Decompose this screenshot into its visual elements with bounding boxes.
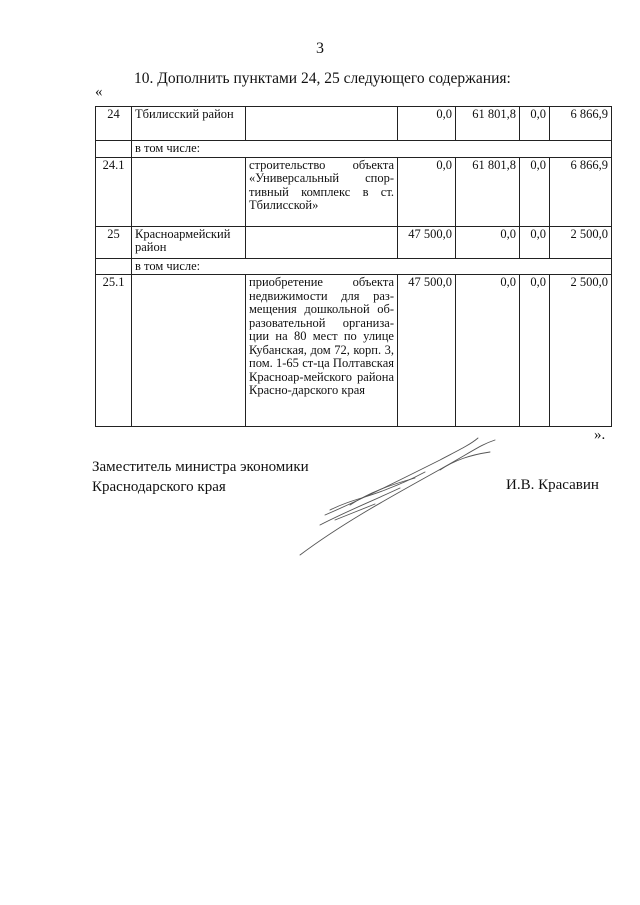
value-cell: 0,0 xyxy=(520,157,550,226)
value-cell: 0,0 xyxy=(398,107,456,141)
value-cell: 0,0 xyxy=(398,157,456,226)
object-description: приобретение объекта недвижимости для раз-мещения дошкольной об-разовательной организа-ции на 80 мест по улице Кубанская, дом 72, корп. 3, пом. 1-65 ст-ца Полтавская Красноар-мейского района Красно-дарского края xyxy=(246,275,398,427)
page-number: 3 xyxy=(316,40,324,57)
value-cell: 0,0 xyxy=(520,226,550,258)
value-cell: 6 866,9 xyxy=(550,107,612,141)
subtotal-label: в том числе: xyxy=(132,258,612,275)
amendments-table xyxy=(95,106,612,427)
value-cell: 0,0 xyxy=(520,275,550,427)
district-name xyxy=(132,157,246,226)
signer-title-line2: Краснодарского края xyxy=(92,479,226,495)
signer-name: И.В. Красавин xyxy=(506,477,599,493)
value-cell: 47 500,0 xyxy=(398,226,456,258)
object-description xyxy=(246,226,398,258)
value-cell: 0,0 xyxy=(456,226,520,258)
close-quote: ». xyxy=(594,427,606,443)
value-cell: 0,0 xyxy=(456,275,520,427)
subtotal-label: в том числе: xyxy=(132,141,612,158)
signer-title-line1: Заместитель министра экономики xyxy=(92,459,309,475)
row-number: 25.1 xyxy=(96,275,132,427)
district-name: Тбилисский район xyxy=(132,107,246,141)
value-cell: 61 801,8 xyxy=(456,107,520,141)
row-number: 25 xyxy=(96,226,132,258)
table-row xyxy=(96,107,612,141)
object-description xyxy=(246,107,398,141)
row-number: 24 xyxy=(96,107,132,141)
value-cell: 61 801,8 xyxy=(456,157,520,226)
value-cell: 47 500,0 xyxy=(398,275,456,427)
district-name xyxy=(132,275,246,427)
value-cell: 2 500,0 xyxy=(550,226,612,258)
row-number: 24.1 xyxy=(96,157,132,226)
district-name: Красноармейский район xyxy=(132,226,246,258)
table-row xyxy=(96,226,612,258)
value-cell: 0,0 xyxy=(520,107,550,141)
table-row xyxy=(96,275,612,427)
intro-text: 10. Дополнить пунктами 24, 25 следующего содержания: xyxy=(134,70,511,87)
table-row xyxy=(96,157,612,226)
table-row xyxy=(96,258,612,275)
open-quote: « xyxy=(95,84,103,100)
object-description: строительство объекта «Универсальный спор-тивный комплекс в ст. Тбилисской» xyxy=(246,157,398,226)
value-cell: 2 500,0 xyxy=(550,275,612,427)
handwritten-signature xyxy=(290,430,510,560)
table-row xyxy=(96,141,612,158)
signature-block xyxy=(92,457,309,497)
value-cell: 6 866,9 xyxy=(550,157,612,226)
